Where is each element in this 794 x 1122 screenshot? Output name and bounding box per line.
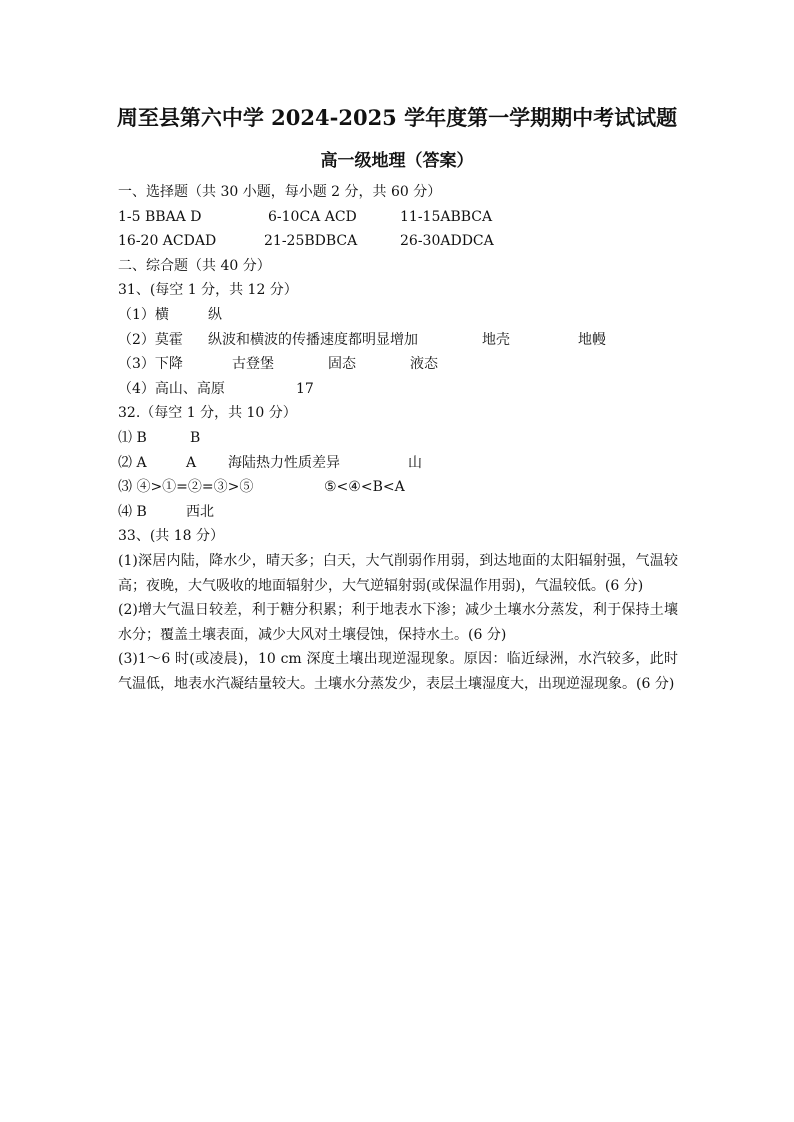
q31-2-blank-c: 地壳 [482,331,510,348]
q32-2-blank-c: 海陆热力性质差异 [228,454,340,471]
section-choice-heading: 一、选择题（共 30 小题，每小题 2 分，共 60 分） [118,184,442,200]
q31-answer-2 [118,328,678,353]
q32-3-blank-b: ⑤<④<B<A [324,479,405,496]
q31-3-blank-d: 液态 [410,356,438,373]
q32-4-blank-b: 西北 [186,503,214,520]
q31-2-blank-b: 纵波和横波的传播速度都明显增加 [208,331,418,348]
document-title: 周至县第六中学 2024-2025 学年度第一学期期中考试试题 [116,105,678,130]
q32-answer-3 [118,475,678,500]
q32-2-blank-a: ⑵ A [118,454,147,471]
q31-heading: 31、(每空 1 分，共 12 分） [118,282,298,299]
q32-1-blank-a: ⑴ B [118,429,147,446]
choice-answers-row-1 [118,205,678,230]
q33-answer-1: (1)深居内陆，降水少，晴天多；白天，大气削弱作用弱，到达地面的太阳辐射强，气温较高；夜晚，大气吸收的地面辐射少，大气逆辐射弱(或保温作用弱)，气温较低。(6 分) [118,552,678,594]
q31-1-blank-b: 纵 [208,306,222,323]
choice-answer-16-20: 16-20 ACDAD [118,233,217,250]
q32-2-blank-b: A [186,454,197,471]
document-subtitle: 高一级地理（答案） [320,151,474,171]
q32-3-blank-a: ⑶ ④>①=②=③>⑤ [118,479,254,496]
q32-heading: 32.（每空 1 分，共 10 分） [118,405,297,422]
q32-1-blank-b: B [190,429,201,446]
q33-answer-3: (3)1～6 时(或凌晨)，10 cm 深度土壤出现逆湿现象。原因：临近绿洲，水汽较多，此时气温低，地表水汽凝结量较大。土壤水分蒸发少，表层土壤湿度大，出现逆湿现象。(6 分) [118,651,678,692]
q31-2-blank-d: 地幔 [578,331,606,348]
q32-4-blank-a: ⑷ B [118,503,147,520]
q31-answer-3 [118,352,678,377]
choice-answer-6-10: 6-10CA ACD [268,208,357,225]
q33-answer-2: (2)增大气温日较差，利于糖分积累；利于地表水下渗；减少土壤水分蒸发，利于保持土壤水分；覆盖土壤表面，减少大风对土壤侵蚀，保持水土。(6 分) [118,602,678,643]
choice-answer-26-30: 26-30ADDCA [400,233,494,250]
choice-answer-11-15: 11-15ABBCA [400,208,493,225]
q31-3-blank-a: （3）下降 [118,356,183,373]
choice-answer-1-5: 1-5 BBAA D [118,208,202,225]
choice-answers-row-2 [118,229,678,254]
q31-3-blank-c: 固态 [328,356,356,373]
q31-4-blank-a: （4）高山、高原 [118,380,225,397]
q32-answer-4 [118,500,678,525]
q32-answer-1 [118,426,678,451]
q31-1-blank-a: （1）横 [118,306,169,323]
answer-body [118,180,678,696]
q31-answer-4 [118,377,678,402]
q31-2-blank-a: （2）莫霍 [118,331,183,348]
q31-answer-1 [118,303,678,328]
q31-3-blank-b: 古登堡 [232,356,274,373]
choice-answer-21-25: 21-25BDBCA [264,233,358,250]
q32-2-blank-d: 山 [408,454,422,471]
q33-heading: 33、(共 18 分） [118,528,224,545]
q32-answer-2 [118,451,678,476]
q31-4-blank-b: 17 [296,380,314,397]
section-comprehensive-heading: 二、综合题（共 40 分） [118,257,271,274]
